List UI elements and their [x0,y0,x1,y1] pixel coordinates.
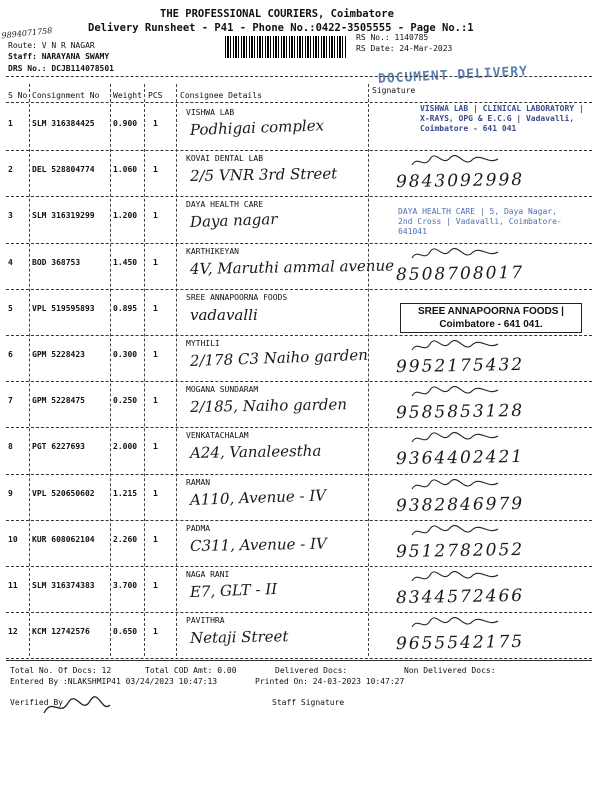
row-sno: 3 [8,211,13,221]
entered-by: Entered By :NLAKSHMIP41 03/24/2023 10:47:13 [10,677,218,686]
row-consignee-address: Netaji Street [189,627,289,648]
verifier-signature [42,695,112,719]
row-pcs: 1 [153,534,158,544]
staff-label: Staff: NARAYANA SWAMY [8,52,110,61]
row-consignee-name: NAGA RANI [186,570,230,579]
handwritten-signature [410,477,500,495]
row-signature-phone: 8508708017 [395,262,525,285]
handwritten-signature [410,338,500,356]
column-header-divider [6,102,592,103]
handwritten-signature [410,569,500,587]
row-sno: 5 [8,303,13,313]
staff-signature-label: Staff Signature [272,698,345,707]
row-pcs: 1 [153,303,158,313]
annapoorna-stamp-box [400,303,582,333]
row-weight: 0.250 [113,396,138,406]
row-pcs: 1 [153,627,158,637]
row-consignment: DEL 528804774 [32,165,95,175]
row-sno: 1 [8,119,13,128]
row-weight: 0.900 [113,119,138,128]
row-consignment: VPL 519595893 [32,303,95,313]
row-weight: 1.060 [113,165,138,175]
row-consignee-address: 2/5 VNR 3rd Street [189,164,338,186]
row-signature-phone: 8344572466 [395,585,525,609]
row-consignment: SLM 316319299 [32,211,95,221]
row-signature-phone: 9364402421 [395,447,525,470]
row-weight: 0.895 [113,303,138,313]
non-delivered-docs: Non Delivered Docs: [404,666,496,675]
total-cod: Total COD Amt: 0.00 [145,666,237,675]
signature-column-header: Signature [372,86,416,95]
row-sno: 2 [8,165,13,175]
row-signature-phone: 9382846979 [395,493,525,516]
handwritten-signature [410,153,500,171]
drs-label: DRS No.: DCJB114078501 [8,64,114,73]
row-signature-phone: 9585853128 [395,401,525,424]
row-consignment: VPL 520650602 [32,488,95,498]
row-consignee-name: RAMAN [186,477,211,487]
row-signature-phone: 9655542175 [395,632,525,655]
row-pcs: 1 [153,211,158,221]
row-pcs: 1 [153,488,158,498]
vishwa-lab-stamp [420,104,590,134]
table-row [0,244,600,290]
header-divider [6,76,592,77]
row-sno: 8 [8,442,13,452]
row-weight: 0.300 [113,350,138,359]
footer-divider [6,660,592,661]
row-consignee-name: PADMA [186,523,211,533]
row-pcs: 1 [153,257,158,267]
row-pcs: 1 [153,581,158,590]
row-sno: 9 [8,488,13,498]
row-consignment: SLM 316374383 [32,581,95,590]
table-row [0,567,600,613]
runsheet-title: Delivery Runsheet - P41 - Phone No.:0422-3505555 - Page No.:1 [88,22,474,34]
row-weight: 1.450 [113,257,138,267]
row-consignment: PGT 6227693 [32,442,85,452]
document-delivery-stamp: DOCUMENT DELIVERY [377,64,529,87]
row-pcs: 1 [153,396,158,406]
table-row [0,521,600,567]
row-consignee-name: KARTHIKEYAN [186,246,239,256]
row-consignment: KCM 12742576 [32,627,90,637]
handwritten-signature [410,384,500,402]
row-consignee-address: 2/178 C3 Naiho garden [189,345,369,370]
row-consignee-address: Podhigai complex [189,116,325,139]
row-consignee-name: MOGANA SUNDARAM [186,385,259,395]
row-pcs: 1 [153,350,158,359]
row-signature-phone: 9843092998 [395,170,525,193]
rs-number: RS No.: 1140785 [356,33,429,42]
col-consignee: Consignee Details [180,91,262,100]
stamp-text: VISHWA LAB | CLINICAL LABORATORY | X-RAYS, OPG & E.C.G | Vadavalli, Coimbatore - 641 041 [420,104,584,133]
total-docs: Total No. Of Docs: 12 [10,666,112,675]
rs-date: RS Date: 24-Mar-2023 [356,44,453,53]
table-row [0,475,600,521]
handwritten-signature [410,430,500,448]
handwritten-signature [410,615,500,633]
verified-by-label: Verified By [10,698,63,707]
row-sno: 7 [8,396,13,406]
row-weight: 1.215 [113,488,138,498]
row-sno: 12 [8,627,18,637]
row-consignee-name: DAYA HEALTH CARE [186,200,264,210]
row-consignee-address: vadavalli [190,305,258,324]
row-consignment: GPM 5228423 [32,350,85,359]
row-consignment: BOD 368753 [32,257,81,267]
row-signature-phone: 9512782052 [395,539,525,562]
handwritten-signature [410,246,500,264]
col-weight: Weight [113,91,142,100]
row-consignee-name: SREE ANNAPOORNA FOODS [186,292,288,302]
row-weight: 0.650 [113,627,138,637]
row-consignee-address: 2/185, Naiho garden [189,395,348,417]
col-consignment: Consignment No [32,91,100,100]
row-consignee-address: E7, GLT - II [189,579,278,601]
row-consignment: GPM 5228475 [32,396,85,406]
annapoorna-stamp-text: SREE ANNAPOORNA FOODS | Coimbatore - 641 041. [418,306,564,330]
row-consignment: SLM 316384425 [32,119,95,128]
row-consignee-name: VENKATACHALAM [186,431,249,441]
row-consignee-name: KOVAI DENTAL LAB [186,154,264,164]
barcode-image [225,36,347,58]
table-row [0,428,600,474]
row-consignee-address: A110, Avenue - IV [189,485,327,509]
row-weight: 1.200 [113,211,138,221]
daya-health-stamp: DAYA HEALTH CARE | 5, Daya Nagar, 2nd Cross | Vadavalli, Coimbatore-641041 [398,207,562,236]
company-title: THE PROFESSIONAL COURIERS, Coimbatore [160,8,394,20]
row-weight: 2.260 [113,534,138,544]
row-consignee-address: C311, Avenue - IV [189,534,327,555]
route-label: Route: V N R NAGAR [8,41,95,50]
row-pcs: 1 [153,165,158,175]
row-pcs: 1 [153,119,158,128]
row-consignee-address: Daya nagar [189,210,278,232]
row-sno: 11 [8,581,18,590]
row-consignee-name: MYTHILI [186,339,220,348]
handwritten-signature [410,523,500,541]
row-consignee-address: 4V, Maruthi ammal avenue [189,256,395,278]
col-pcs: PCS [148,91,163,100]
row-pcs: 1 [153,442,158,452]
col-sno: S No [8,91,28,100]
table-row [0,336,600,382]
row-sno: 4 [8,257,13,267]
table-row [0,382,600,428]
row-signature-phone: 9952175432 [395,354,525,378]
delivered-docs: Delivered Docs: [275,666,348,675]
vishwa-phone-note: 9894071758 [1,26,53,41]
row-consignee-name: PAVITHRA [186,616,225,626]
row-consignee-name: VISHWA LAB [186,108,235,117]
row-sno: 6 [8,350,13,359]
row-consignment: KUR 608062104 [32,534,95,544]
printed-on: Printed On: 24-03-2023 10:47:27 [255,677,405,686]
table-row [0,151,600,197]
row-consignee-address: A24, Vanaleestha [189,442,322,463]
row-weight: 3.700 [113,581,138,590]
row-sno: 10 [8,534,18,544]
row-weight: 2.000 [113,442,138,452]
table-row [0,613,600,659]
